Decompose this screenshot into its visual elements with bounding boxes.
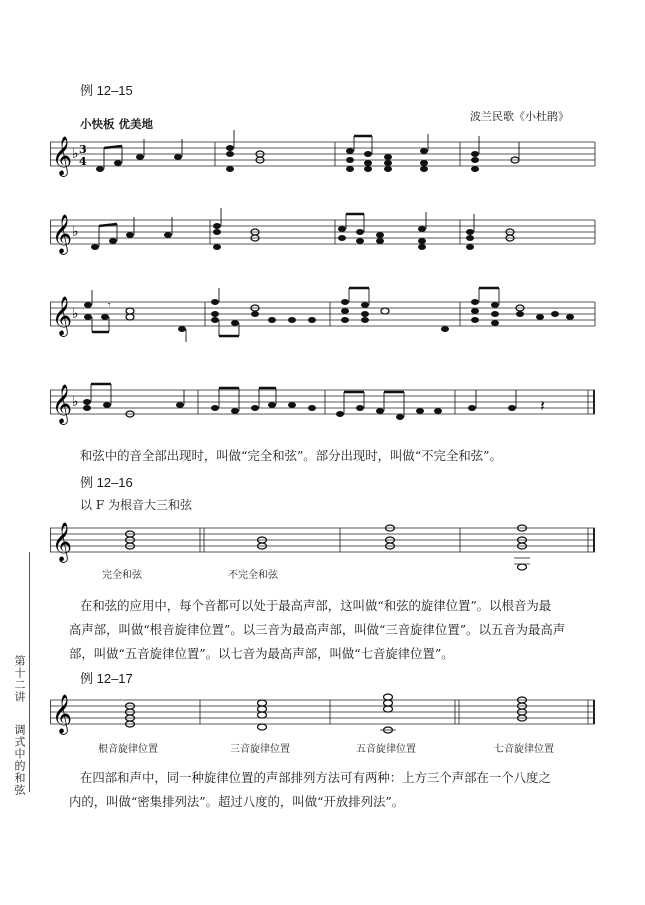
paragraph-complete-chord: 和弦中的音全部出现时，叫做“完全和弦”。部分出现时，叫做“不完全和弦”。 bbox=[80, 448, 502, 463]
example-label-12-16: 例 12–16 bbox=[80, 475, 133, 490]
svg-text:𝄽: 𝄽 bbox=[540, 396, 545, 415]
music-staff-row-2 bbox=[50, 212, 600, 262]
music-staff-row-4 bbox=[50, 378, 600, 428]
flat-sign-icon: ♭ bbox=[72, 146, 79, 162]
paragraph-melodic-position: 在和弦的应用中，每个音都可以处于最高声部，这叫做“和弦的旋律位置”。以根音为最 高声部，叫做“根音旋律位置”。以三音为最高声部，叫做“三音旋律位置”。以五音为最高声 部，叫做“五音旋律位置”。以七音为最高声部，叫做“七音旋律位置”。 bbox=[69, 598, 566, 661]
note-head bbox=[174, 154, 182, 160]
flat-sign-icon: ♭ bbox=[72, 306, 79, 322]
treble-clef-icon: 𝄞 bbox=[52, 384, 73, 424]
treble-clef-icon: 𝄞 bbox=[52, 214, 73, 254]
paragraph-voicing: 在四部和声中，同一种旋律位置的声部排列方法可有两种：上方三个声部在一个八度之 内的，叫做“密集排列法”。超过八度的，叫做“开放排列法”。 bbox=[69, 770, 551, 809]
tempo-marking: 小快板 优美地 bbox=[80, 117, 154, 131]
side-chapter-label: 第十二讲 bbox=[13, 655, 26, 703]
side-divider bbox=[29, 552, 30, 792]
music-staff-chords-12-17 bbox=[50, 686, 600, 736]
side-topic-label: 调式中的和弦 bbox=[13, 724, 26, 796]
note-head bbox=[136, 154, 144, 160]
treble-clef-icon: 𝄞 bbox=[52, 694, 73, 734]
note-head bbox=[114, 160, 122, 166]
flat-sign-icon: ♭ bbox=[72, 394, 79, 410]
example-label-12-17: 例 12–17 bbox=[80, 671, 133, 686]
music-staff-row-3 bbox=[50, 290, 600, 350]
treble-clef-icon: 𝄞 bbox=[52, 296, 73, 336]
example-label-12-15: 例 12–15 bbox=[80, 83, 133, 98]
example-subtitle-f-major: 以 F 为根音大三和弦 bbox=[80, 498, 192, 512]
caption-fifth-position: 五音旋律位置 bbox=[356, 744, 416, 755]
treble-clef-icon: 𝄞 bbox=[52, 522, 73, 562]
time-signature-top: 3 bbox=[79, 143, 87, 156]
treble-clef-icon: 𝄞 bbox=[52, 136, 73, 176]
caption-complete-chord: 完全和弦 bbox=[102, 570, 142, 581]
time-signature-bottom: 4 bbox=[79, 155, 87, 168]
caption-third-position: 三音旋律位置 bbox=[230, 744, 290, 755]
flat-sign-icon: ♭ bbox=[72, 224, 79, 240]
caption-incomplete-chord: 不完全和弦 bbox=[228, 570, 278, 581]
song-source: 波兰民歌《小杜鹃》 bbox=[470, 110, 569, 123]
note-head bbox=[96, 166, 104, 172]
caption-root-position: 根音旋律位置 bbox=[98, 744, 158, 755]
caption-seventh-position: 七音旋律位置 bbox=[494, 744, 554, 755]
svg-text:𝄾: 𝄾 bbox=[108, 300, 111, 311]
music-staff-row-1 bbox=[50, 134, 600, 184]
